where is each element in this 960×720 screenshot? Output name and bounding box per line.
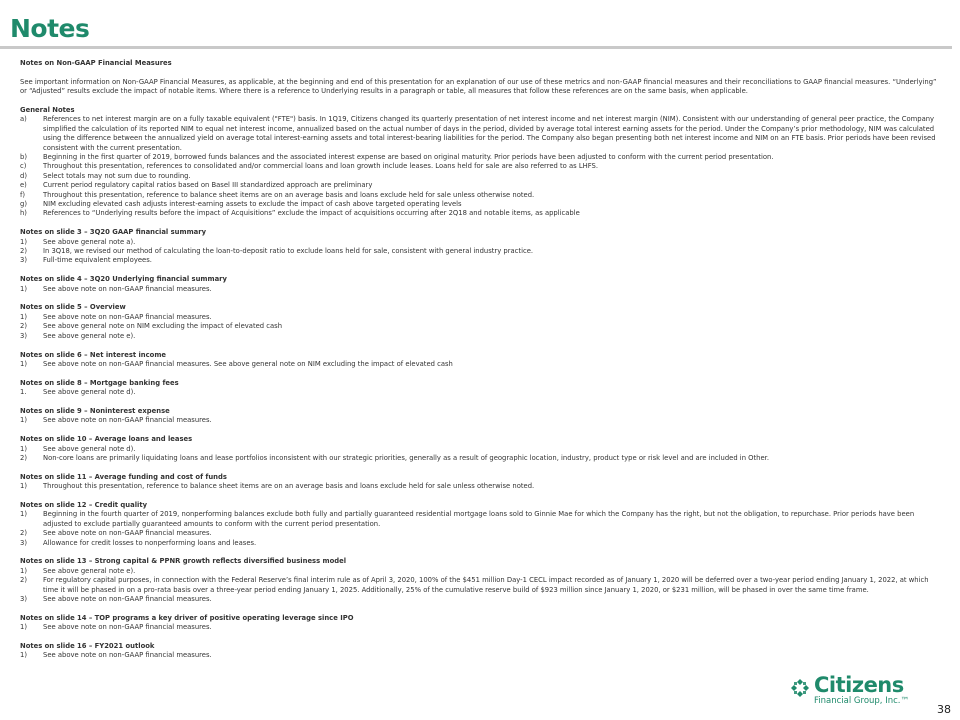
notes-section	[20, 557, 945, 604]
note-marker: 3)	[20, 538, 27, 547]
note-marker: 1)	[20, 651, 27, 660]
citizens-logo-icon	[790, 678, 810, 698]
note-text: See above note on non-GAAP financial measures.	[43, 651, 212, 660]
note-item	[20, 576, 945, 595]
note-item	[20, 162, 945, 171]
note-marker: 1)	[20, 312, 27, 321]
note-item	[20, 200, 945, 209]
note-marker: g)	[20, 200, 27, 209]
notes-section	[20, 59, 945, 97]
note-marker: 1)	[20, 359, 27, 368]
section-heading: General Notes	[20, 106, 75, 114]
note-text: See above note on non-GAAP financial measures.	[43, 529, 212, 538]
note-marker: b)	[20, 153, 27, 162]
note-text: See above general note d).	[43, 444, 136, 453]
section-heading: Notes on slide 16 – FY2021 outlook	[20, 641, 155, 650]
page-title: Notes	[10, 14, 90, 43]
note-item	[20, 416, 945, 425]
note-item	[20, 623, 945, 632]
note-item	[20, 191, 945, 200]
note-text: See above note on non-GAAP financial measures.	[43, 594, 212, 603]
note-marker: 2)	[20, 529, 27, 538]
logo-wordmark: Citizens	[814, 673, 904, 697]
note-text: Allowance for credit losses to nonperforming loans and leases.	[43, 538, 257, 547]
notes-section	[20, 228, 945, 266]
note-marker: 1)	[20, 237, 27, 246]
note-text: Throughout this presentation, references to consolidated and/or commercial loans and loan growth include leases. Loans held for sale are also referred to as LHFS.	[43, 162, 599, 171]
note-text: Beginning in the first quarter of 2019, borrowed funds balances and the associated interest expense are based on original maturity. Prior periods have been adjusted to conform with the current period presentation.	[43, 153, 774, 162]
title-divider	[0, 46, 952, 49]
note-marker: 2)	[20, 453, 27, 462]
note-item	[20, 539, 945, 548]
note-text: See above general note a).	[43, 237, 136, 246]
notes-section	[20, 351, 945, 370]
section-paragraph: See important information on Non-GAAP Financial Measures, as applicable, at the beginning and end of this presentation for an explanation of our use of these metrics and non-GAAP financial measures and their reconciliations to GAAP financial measures. “Underlying” or “Adjusted” results exclude the impact of notable items. Where there is a reference to Underlying results in a paragraph or table, all measures that follow these references are on the same basis, when applicable.	[20, 77, 937, 96]
note-text: Throughout this presentation, reference to balance sheet items are on an average basis and loans exclude held for sale unless otherwise noted.	[43, 190, 535, 199]
note-text: Current period regulatory capital ratios based on Basel III standardized approach are preliminary	[43, 181, 373, 190]
notes-section	[20, 642, 945, 661]
note-item	[20, 322, 945, 331]
note-item	[20, 454, 945, 463]
note-text: In 3Q18, we revised our method of calculating the loan-to-deposit ratio to exclude loans held for sale, consistent with general industry practice.	[43, 247, 534, 256]
section-heading: Notes on slide 6 – Net interest income	[20, 350, 167, 359]
note-item	[20, 172, 945, 181]
note-item	[20, 529, 945, 538]
note-marker: 1)	[20, 416, 27, 425]
note-text: Throughout this presentation, reference to balance sheet items are on an average basis and loans exclude held for sale unless otherwise noted.	[43, 482, 535, 491]
note-marker: 2)	[20, 322, 27, 331]
note-marker: 3)	[20, 594, 27, 603]
note-item	[20, 256, 945, 265]
notes-content	[20, 59, 945, 661]
note-item	[20, 238, 945, 247]
note-item	[20, 115, 945, 153]
section-heading: Notes on slide 4 – 3Q20 Underlying financial summary	[20, 275, 227, 284]
note-text: See above general note e).	[43, 566, 136, 575]
note-text: Beginning in the fourth quarter of 2019, nonperforming balances exclude both fully and partially guaranteed residential mortgage loans sold to Ginnie Mae for which the Company has the right, but not the obligation, to repurchase. Prior periods have been adjusted to exclude partially guaranteed amounts to conform with the current period presentation.	[43, 510, 915, 528]
note-item	[20, 360, 945, 369]
note-marker: c)	[20, 162, 27, 171]
note-item	[20, 313, 945, 322]
note-marker: 1)	[20, 284, 27, 293]
note-marker: 1)	[20, 444, 27, 453]
note-text: For regulatory capital purposes, in connection with the Federal Reserve’s final interim rule as of April 3, 2020, 100% of the $451 million Day-1 CECL impact recorded as of January 1, 2020 will be deferred over a two-year period ending January 1, 2022, at which time it will be phased in on a pro-rata basis over a three-year period ending January 1, 2025. Additionally, 25% of the cumulative reserve build of $923 million since January 1, 2020, or $231 million, will be phased in over the same time frame.	[43, 576, 929, 594]
logo-subtitle: Financial Group, Inc.™	[814, 696, 909, 706]
note-item	[20, 482, 945, 491]
note-item	[20, 332, 945, 341]
note-marker: d)	[20, 171, 27, 180]
note-text: References to net interest margin are on a fully taxable equivalent ("FTE") basis. In 1Q19, Citizens changed its quarterly presentation of net interest income and net interest margin (NIM). Consistent with our understanding of general peer practice, the Company simplified the calculation of its reported NIM to equal net interest income, annualized based on the actual number of days in the period, divided by average total interest earning assets for the period. Under the Company’s prior methodology, NIM was calculated using the difference between the annualized yield on average total interest-earning assets and total interest-bearing liabilities for the period. The Company also began presenting both net interest income and NIM on an FTE basis. Prior periods have been revised consistent with the current presentation.	[43, 115, 936, 152]
notes-section	[20, 379, 945, 398]
note-marker: 3)	[20, 256, 27, 265]
notes-section	[20, 407, 945, 426]
note-marker: a)	[20, 115, 27, 124]
section-heading: Notes on slide 5 – Overview	[20, 303, 126, 312]
note-text: NIM excluding elevated cash adjusts interest-earning assets to exclude the impact of cash above targeted operating levels	[43, 200, 462, 209]
note-item	[20, 285, 945, 294]
note-text: Full-time equivalent employees.	[43, 256, 152, 265]
note-item	[20, 445, 945, 454]
note-text: See above note on non-GAAP financial measures.	[43, 416, 212, 425]
note-marker: 2)	[20, 247, 27, 256]
note-item	[20, 181, 945, 190]
note-item	[20, 651, 945, 660]
note-marker: 1.	[20, 388, 27, 397]
note-marker: f)	[20, 190, 26, 199]
note-text: See above general note on NIM excluding the impact of elevated cash	[43, 322, 283, 331]
section-heading: Notes on slide 14 – TOP programs a key driver of positive operating leverage since IPO	[20, 613, 354, 622]
note-marker: 2)	[20, 576, 27, 585]
notes-section	[20, 106, 945, 219]
note-item	[20, 388, 945, 397]
note-text: See above general note d).	[43, 388, 136, 397]
note-text: See above note on non-GAAP financial measures.	[43, 312, 212, 321]
section-heading: Notes on slide 10 – Average loans and leases	[20, 435, 193, 444]
notes-section	[20, 473, 945, 492]
note-marker: 1)	[20, 566, 27, 575]
note-item	[20, 153, 945, 162]
note-text: See above general note e).	[43, 331, 136, 340]
notes-section	[20, 303, 945, 341]
section-heading: Notes on slide 3 – 3Q20 GAAP financial summary	[20, 228, 207, 237]
note-marker: h)	[20, 209, 27, 218]
section-heading: Notes on slide 12 – Credit quality	[20, 500, 148, 509]
note-item	[20, 247, 945, 256]
note-marker: e)	[20, 181, 27, 190]
section-heading: Notes on Non-GAAP Financial Measures	[20, 59, 172, 67]
note-marker: 1)	[20, 482, 27, 491]
page-number: 38	[937, 703, 951, 716]
note-item	[20, 595, 945, 604]
note-marker: 1)	[20, 510, 27, 519]
note-item	[20, 209, 945, 218]
note-marker: 1)	[20, 623, 27, 632]
section-heading: Notes on slide 9 – Noninterest expense	[20, 406, 170, 415]
notes-section	[20, 275, 945, 294]
note-text: References to “Underlying results before the impact of Acquisitions” exclude the impact of acquisitions occurring after 2Q18 and notable items, as applicable	[43, 209, 580, 218]
notes-section	[20, 501, 945, 548]
note-text: See above note on non-GAAP financial measures.	[43, 284, 212, 293]
notes-section	[20, 614, 945, 633]
note-text: See above note on non-GAAP financial measures. See above general note on NIM excluding the impact of elevated cash	[43, 359, 453, 368]
section-heading: Notes on slide 11 – Average funding and cost of funds	[20, 472, 227, 481]
note-item	[20, 510, 945, 529]
citizens-logo	[790, 673, 910, 710]
section-heading: Notes on slide 13 – Strong capital & PPNR growth reflects diversified business model	[20, 557, 347, 566]
note-item	[20, 567, 945, 576]
note-text: Non-core loans are primarily liquidating loans and lease portfolios inconsistent with our strategic priorities, generally as a result of geographic location, industry, product type or risk level and are included in Other.	[43, 453, 769, 462]
note-marker: 3)	[20, 331, 27, 340]
note-text: Select totals may not sum due to rounding.	[43, 171, 191, 180]
section-heading: Notes on slide 8 – Mortgage banking fees	[20, 378, 179, 387]
note-text: See above note on non-GAAP financial measures.	[43, 623, 212, 632]
notes-section	[20, 435, 945, 463]
